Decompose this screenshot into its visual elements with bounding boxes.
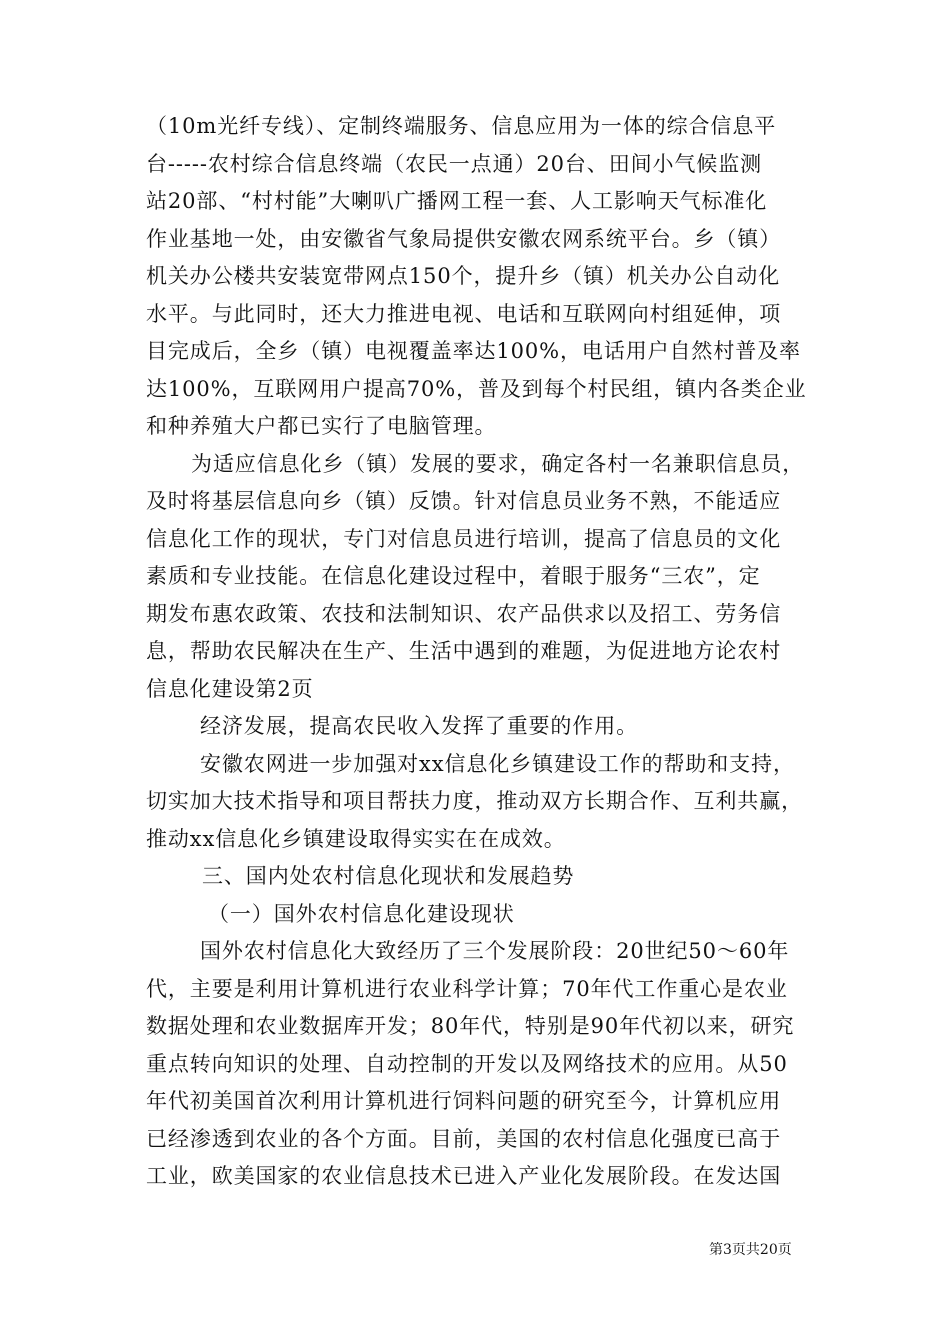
section-heading: 三、国内处农村信息化现状和发展趋势 (202, 864, 575, 888)
text-line: 工业，欧美国家的农业信息技术已进入产业化发展阶段。在发达国 (146, 1164, 782, 1188)
paragraph-first-line: 为适应信息化乡（镇）发展的要求，确定各村一名兼职信息员， (191, 451, 805, 476)
text-line: （10m光纤专线）、定制终端服务、信息应用为一体的综合信息平 (146, 114, 777, 138)
text-line: 信息化建设第2页 (146, 676, 314, 701)
text-line: 水平。与此同时，还大力推进电视、电话和互联网向村组延伸，项 (146, 301, 782, 326)
paragraph-first-line: 经济发展，提高农民收入发挥了重要的作用。 (200, 714, 638, 738)
text-line: 站20部、“村村能”大喇叭广播网工程一套、人工影响天气标准化 (146, 189, 768, 213)
text-line: 息，帮助农民解决在生产、生活中遇到的难题，为促进地方论农村 (146, 639, 782, 663)
page-number-footer: 第3页共20页 (709, 1242, 792, 1258)
text-line: 及时将基层信息向乡（镇）反馈。针对信息员业务不熟，不能适应 (146, 489, 782, 513)
paragraph-first-line: 安徽农网进一步加强对xx信息化乡镇建设工作的帮助和支持， (200, 751, 795, 776)
text-line: 达100%，互联网用户提高70%，普及到每个村民组，镇内各类企业 (146, 376, 807, 401)
text-line: 已经渗透到农业的各个方面。目前，美国的农村信息化强度已高于 (146, 1126, 782, 1151)
paragraph-first-line: 国外农村信息化大致经历了三个发展阶段：20世纪50～60年 (200, 939, 790, 963)
document-body (146, 108, 816, 1196)
text-line: 重点转向知识的处理、自动控制的开发以及网络技术的应用。从50 (146, 1051, 788, 1076)
text-line: 切实加大技术指导和项目帮扶力度，推动双方长期合作、互利共赢， (146, 789, 803, 813)
text-line: 素质和专业技能。在信息化建设过程中，着眼于服务“三农”，定 (146, 564, 761, 588)
text-line: 机关办公楼共安装宽带网点150个，提升乡（镇）机关办公自动化 (146, 264, 781, 288)
text-line: 作业基地一处，由安徽省气象局提供安徽农网系统平台。乡（镇） (146, 226, 782, 251)
text-line: 代，主要是利用计算机进行农业科学计算；70年代工作重心是农业 (146, 976, 788, 1001)
text-line: 目完成后，全乡（镇）电视覆盖率达100%，电话用户自然村普及率 (146, 339, 801, 363)
text-line: 台-----农村综合信息终端（农民一点通）20台、田间小气候监测 (146, 151, 762, 176)
text-line: 推动xx信息化乡镇建设取得实实在在成效。 (146, 826, 566, 851)
subsection-heading: （一）国外农村信息化建设现状 (208, 901, 515, 926)
text-line: 信息化工作的现状，专门对信息员进行培训，提高了信息员的文化 (146, 526, 782, 551)
text-line: 期发布惠农政策、农技和法制知识、农产品供求以及招工、劳务信 (146, 601, 782, 626)
text-line: 和种养殖大户都已实行了电脑管理。 (146, 414, 497, 438)
text-line: 数据处理和农业数据库开发；80年代，特别是90年代初以来，研究 (146, 1014, 795, 1038)
text-line: 年代初美国首次利用计算机进行饲料问题的研究至今，计算机应用 (146, 1089, 782, 1113)
